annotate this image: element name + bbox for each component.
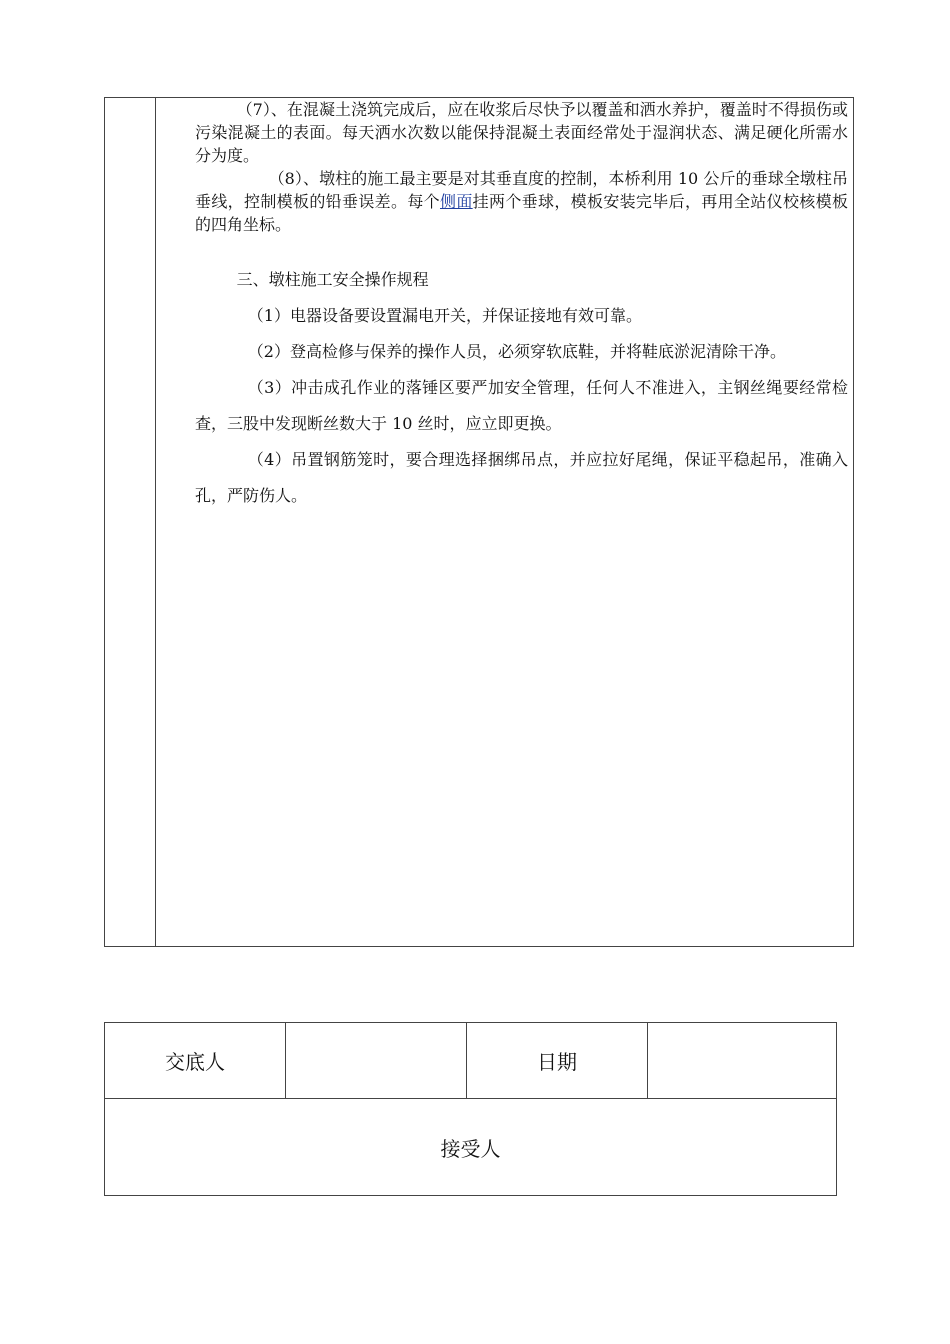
- handover-value-cell[interactable]: [286, 1023, 467, 1098]
- section-title: 三、墩柱施工安全操作规程: [236, 270, 429, 289]
- receiver-row: [105, 1099, 836, 1195]
- side-link[interactable]: 侧面: [439, 192, 473, 211]
- signature-table: [104, 1022, 837, 1196]
- content-table: [104, 97, 854, 947]
- safety-item-4: （4）吊置钢筋笼时，要合理选择捆绑吊点，并应拉好尾绳，保证平稳起吊，准确入孔，严防伤人。: [195, 450, 848, 505]
- date-value-cell[interactable]: [648, 1023, 837, 1098]
- safety-item-3: （3）冲击成孔作业的落锤区要严加安全管理，任何人不准进入，主钢丝绳要经常检查，三股中发现断丝数大于 10 丝时，应立即更换。: [195, 378, 848, 433]
- date-label: 日期: [467, 1023, 648, 1098]
- receiver-label: 接受人: [440, 1136, 501, 1161]
- safety-item-2: （2）登高检修与保养的操作人员，必须穿软底鞋，并将鞋底淤泥清除干净。: [247, 342, 786, 361]
- paragraph-8-text-after: 挂两个垂球，模板安装完毕后，再用全站仪校核模板的四角坐标。: [195, 192, 848, 234]
- handover-label: 交底人: [105, 1023, 286, 1098]
- safety-item-1: （1）电器设备要设置漏电开关，并保证接地有效可靠。: [247, 306, 642, 325]
- paragraph-8: [195, 167, 848, 236]
- paragraph-8-text-before: （8）、墩柱的施工最主要是对其垂直度的控制，本桥利用 10 公斤的垂球全墩柱吊垂线，控制模板的铅垂误差。每个: [195, 169, 848, 211]
- paragraph-7: （7）、在混凝土浇筑完成后，应在收浆后尽快予以覆盖和洒水养护，覆盖时不得损伤或污染混凝土的表面。每天洒水次数以能保持混凝土表面经常处于湿润状态、满足硬化所需水分为度。: [195, 100, 848, 165]
- signature-row: [105, 1023, 836, 1099]
- content-body: [195, 98, 848, 514]
- label-column: [105, 98, 156, 946]
